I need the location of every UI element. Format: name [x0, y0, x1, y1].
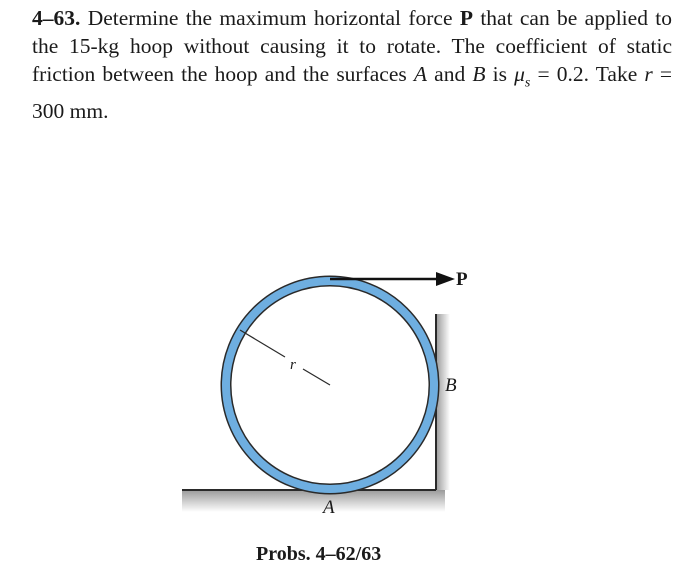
mu-symbol: $\mu_s$ — [514, 62, 531, 91]
surface-a-label: A — [323, 497, 335, 518]
mu-value: = 0.2. Take — [537, 62, 638, 86]
radius-label: r — [290, 357, 296, 373]
figure-caption: Probs. 4–62/63 — [256, 543, 382, 565]
r-symbol: r — [644, 62, 653, 86]
statement-line1-pre: Determine the maximum horizontal force — [87, 6, 453, 30]
r-value: = 300 mm. — [32, 62, 673, 124]
force-p-label: P — [456, 269, 468, 290]
statement-line4-a: surfaces — [336, 62, 407, 86]
statement-is: is — [492, 62, 507, 86]
statement-line2: can be applied to the 15-kg hoop without causing it to rotate. — [32, 6, 673, 58]
force-symbol: P — [459, 6, 473, 30]
surface-a-symbol: A — [413, 62, 428, 86]
surface-b-label: B — [445, 375, 457, 396]
surface-b-symbol: B — [472, 62, 486, 86]
statement-line1-post: that — [480, 6, 513, 30]
statement-line3: The coefficient of static friction between the hoop and the — [32, 34, 672, 86]
statement-and: and — [434, 62, 466, 86]
radius-dimension — [240, 330, 330, 385]
ground — [182, 490, 445, 512]
problem-number: 4–63. — [32, 6, 81, 30]
